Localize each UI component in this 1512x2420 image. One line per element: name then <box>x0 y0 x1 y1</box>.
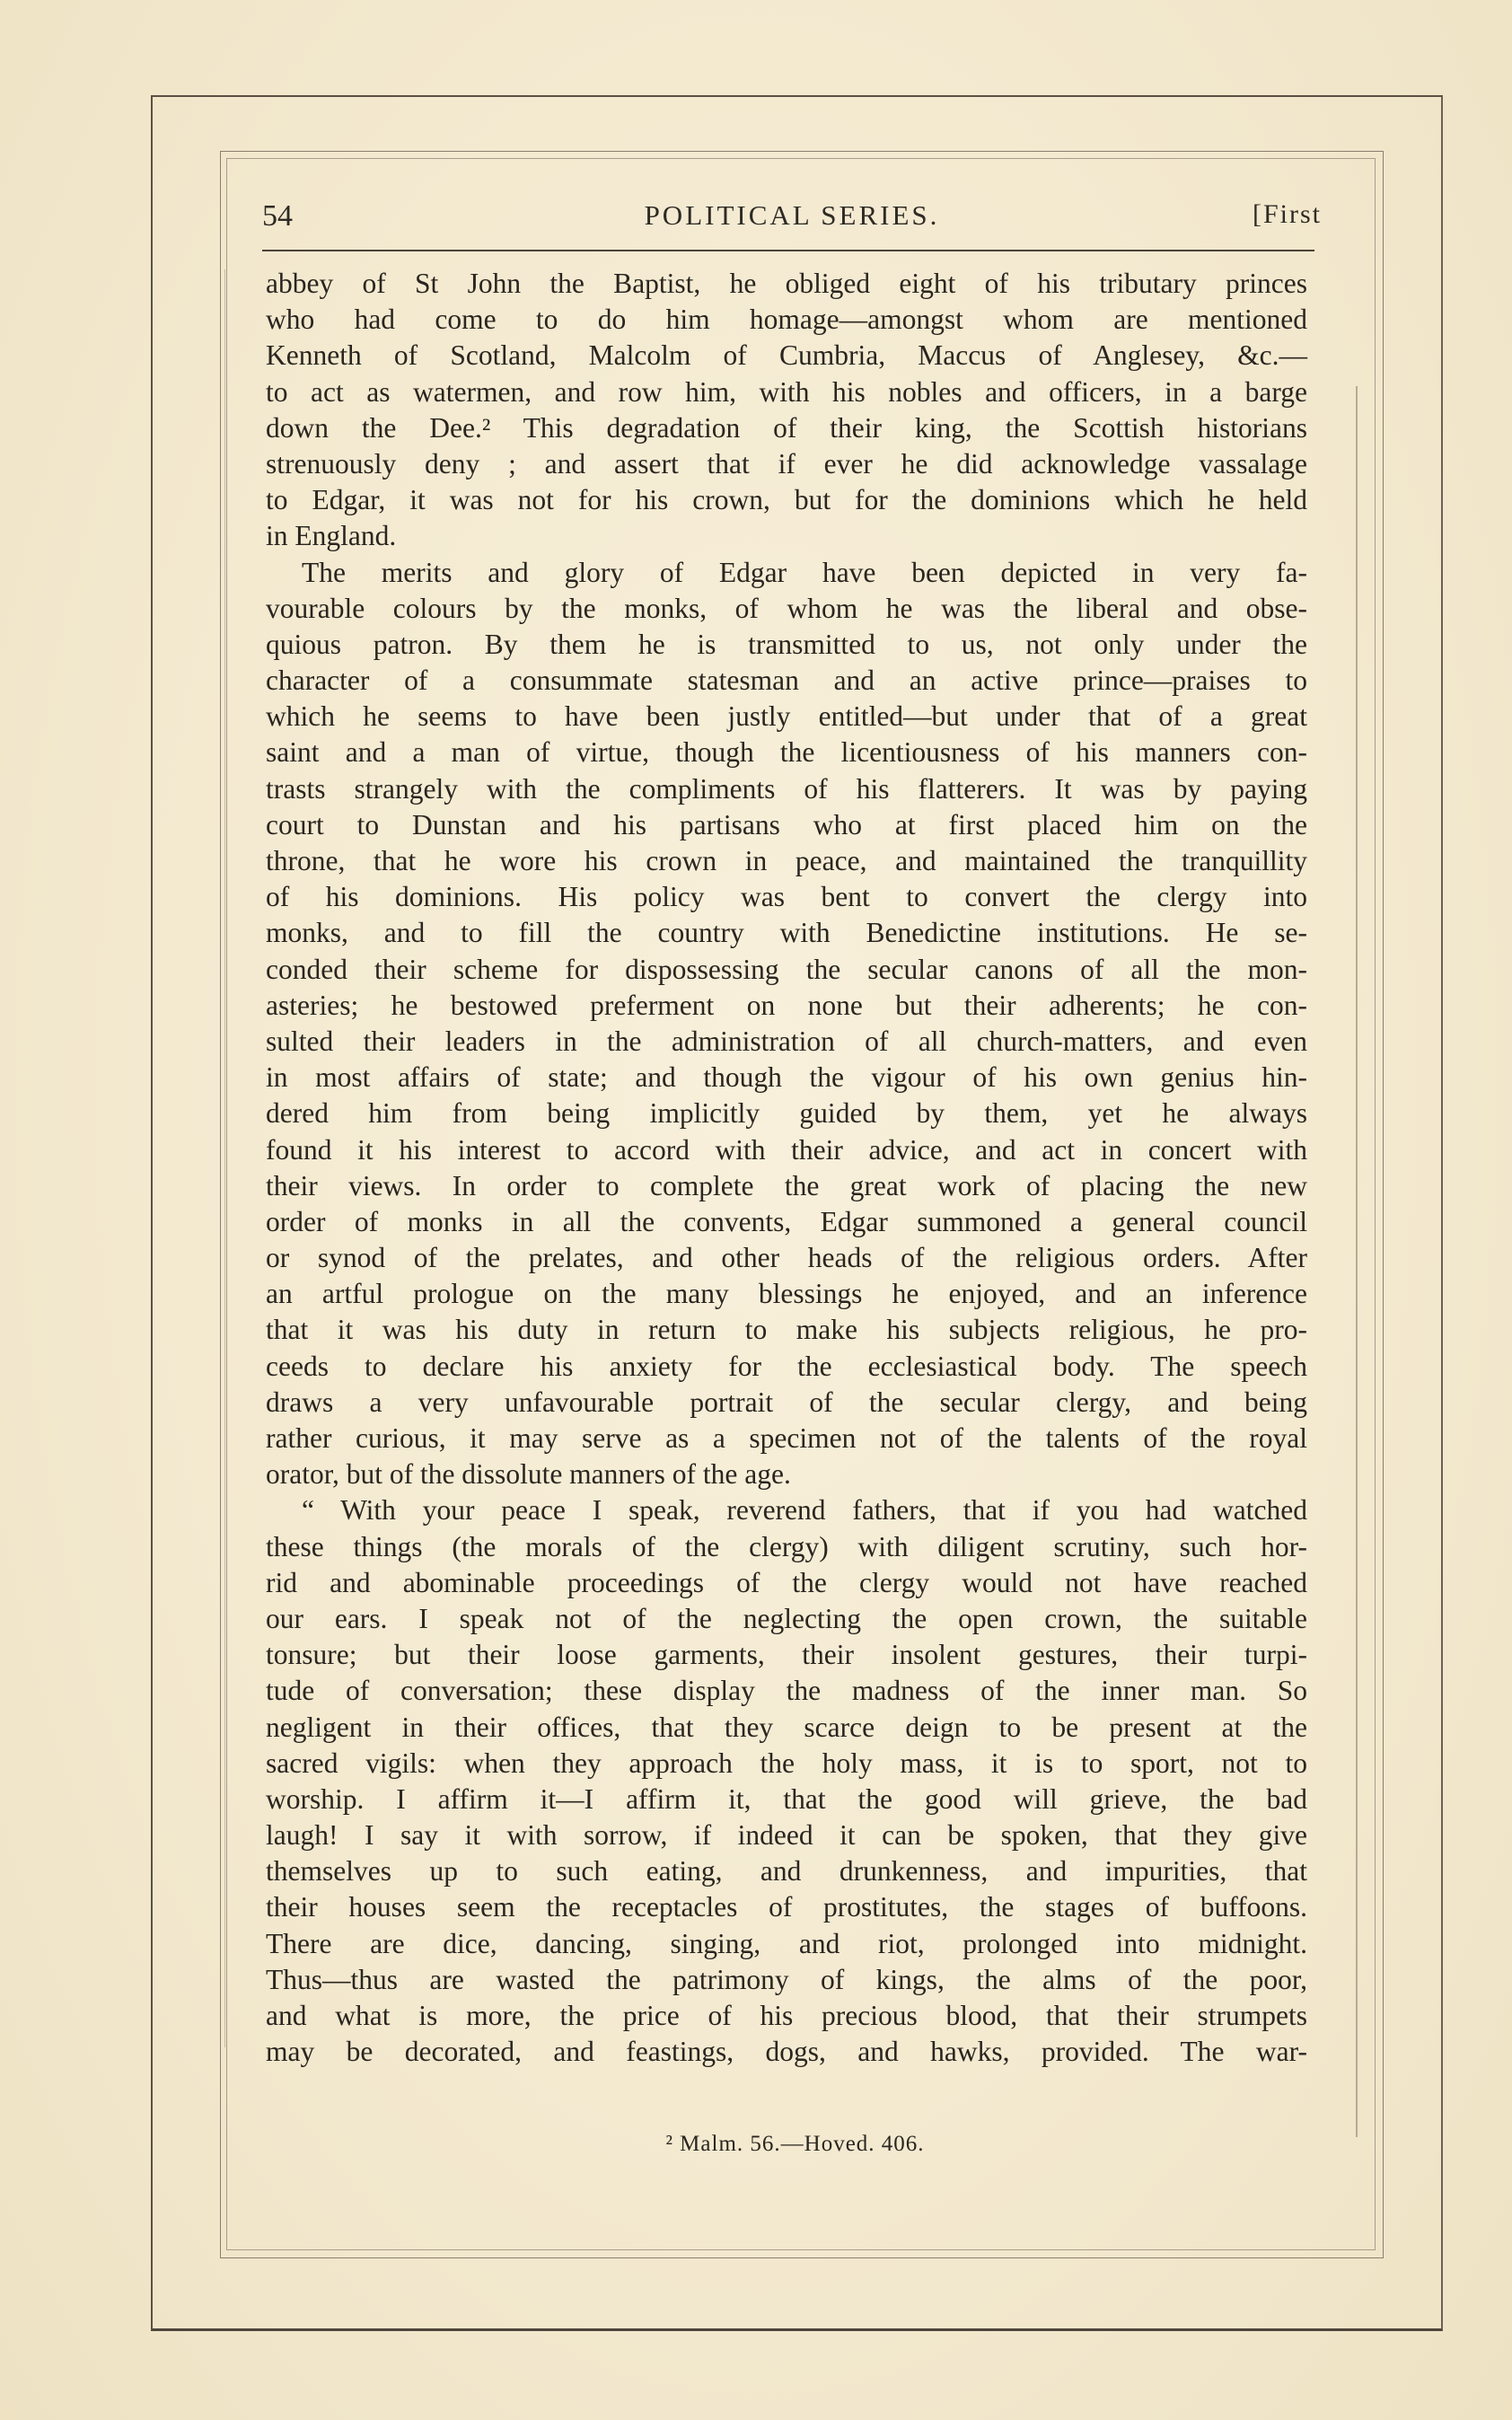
text-line: to Edgar, it was not for his crown, but for the dominions which he held <box>266 484 1307 516</box>
text-line: order of monks in all the convents, Edgar summoned a general council <box>266 1205 1307 1237</box>
text-line: themselves up to such eating, and drunkenness, and impurities, that <box>266 1855 1307 1888</box>
text-line: tude of conversation; these display the madness of the inner man. So <box>266 1675 1307 1707</box>
text-line: draws a very unfavourable portrait of the secular clergy, and being <box>266 1386 1307 1418</box>
text-line: vourable colours by the monks, of whom he was the liberal and obse- <box>266 592 1307 624</box>
header-rule <box>262 250 1314 251</box>
text-line: of his dominions. His policy was bent to convert the clergy into <box>266 881 1307 913</box>
running-title-right: [First <box>1252 199 1322 229</box>
page-number: 54 <box>262 199 293 233</box>
text-line: asteries; he bestowed preferment on none but their adherents; he con- <box>266 989 1307 1021</box>
text-line: down the Dee.² This degradation of their king, the Scottish historians <box>266 411 1307 444</box>
text-line: orator, but of the dissolute manners of the age. <box>266 1458 791 1491</box>
text-line: to act as watermen, and row him, with his nobles and officers, in a barge <box>266 375 1307 408</box>
text-line: monks, and to fill the country with Benedictine institutions. He se- <box>266 917 1307 949</box>
text-line: that it was his duty in return to make his subjects religious, he pro- <box>266 1314 1307 1346</box>
text-line: strenuously deny ; and assert that if ever he did acknowledge vassalage <box>266 447 1307 480</box>
text-line: throne, that he wore his crown in peace, and maintained the tranquillity <box>266 845 1307 876</box>
text-line: our ears. I speak not of the neglecting the open crown, the suitable <box>266 1602 1307 1634</box>
text-line: Thus—thus are wasted the patrimony of kings, the alms of the poor, <box>266 1963 1307 1995</box>
text-line: which he seems to have been justly entitled—but under that of a great <box>266 700 1307 733</box>
page-header <box>262 199 1322 244</box>
text-line: character of a consummate statesman and an active prince—praises to <box>266 664 1307 697</box>
text-line: and what is more, the price of his precious blood, that their strumpets <box>266 2000 1307 2031</box>
text-line: conded their scheme for dispossessing the secular canons of all the mon- <box>266 953 1307 985</box>
text-line: their views. In order to complete the great work of placing the new <box>266 1169 1307 1201</box>
text-line: trasts strangely with the compliments of his flatterers. It was by paying <box>266 772 1307 805</box>
text-line: “ With your peace I speak, reverend fathers, that if you had watched <box>302 1494 1307 1527</box>
text-line: found it his interest to accord with their advice, and act in concert with <box>266 1133 1307 1166</box>
body-text <box>266 266 1307 2070</box>
text-line: an artful prologue on the many blessings he enjoyed, and an inference <box>266 1278 1307 1310</box>
left-gutter-line <box>224 269 225 2047</box>
running-title: POLITICAL SERIES. <box>644 199 940 231</box>
text-line: in England. <box>266 520 397 552</box>
text-line: sulted their leaders in the administration of all church-matters, and even <box>266 1025 1307 1057</box>
text-line: The merits and glory of Edgar have been depicted in very fa- <box>302 556 1307 588</box>
text-line: in most affairs of state; and though the vigour of his own genius hin- <box>266 1061 1307 1094</box>
text-line: these things (the morals of the clergy) with diligent scrutiny, such hor- <box>266 1530 1307 1562</box>
text-line: rather curious, it may serve as a specimen not of the talents of the royal <box>266 1422 1307 1454</box>
text-line: who had come to do him homage—amongst whom are mentioned <box>266 304 1307 336</box>
text-line: quious patron. By them he is transmitted to us, not only under the <box>266 628 1307 660</box>
text-line: abbey of St John the Baptist, he obliged eight of his tributary princes <box>266 268 1307 299</box>
text-line: court to Dunstan and his partisans who at first placed him on the <box>266 808 1307 840</box>
text-line: may be decorated, and feastings, dogs, and hawks, provided. The war- <box>266 2036 1307 2068</box>
text-line: laugh! I say it with sorrow, if indeed it can be spoken, that they give <box>266 1819 1307 1852</box>
right-gutter-line <box>1356 386 1358 2137</box>
text-line: Kenneth of Scotland, Malcolm of Cumbria, Maccus of Anglesey, &c.— <box>266 339 1307 372</box>
text-line: There are dice, dancing, singing, and riot, prolonged into midnight. <box>266 1927 1307 1959</box>
text-line: sacred vigils: when they approach the holy mass, it is to sport, not to <box>266 1747 1307 1779</box>
text-line: saint and a man of virtue, though the licentiousness of his manners con- <box>266 736 1307 769</box>
text-line: rid and abominable proceedings of the clergy would not have reached <box>266 1566 1307 1598</box>
footnote: ² Malm. 56.—Hoved. 406. <box>665 2132 925 2156</box>
text-line: or synod of the prelates, and other heads of the religious orders. After <box>266 1242 1307 1274</box>
text-line: negligent in their offices, that they scarce deign to be present at the <box>266 1711 1307 1743</box>
text-line: dered him from being implicitly guided by them, yet he always <box>266 1097 1307 1130</box>
text-line: worship. I affirm it—I affirm it, that the good will grieve, the bad <box>266 1782 1307 1815</box>
text-line: ceeds to declare his anxiety for the ecclesiastical body. The speech <box>266 1350 1307 1382</box>
text-line: tonsure; but their loose garments, their insolent gestures, their turpi- <box>266 1639 1307 1671</box>
text-line: their houses seem the receptacles of prostitutes, the stages of buffoons. <box>266 1891 1307 1923</box>
